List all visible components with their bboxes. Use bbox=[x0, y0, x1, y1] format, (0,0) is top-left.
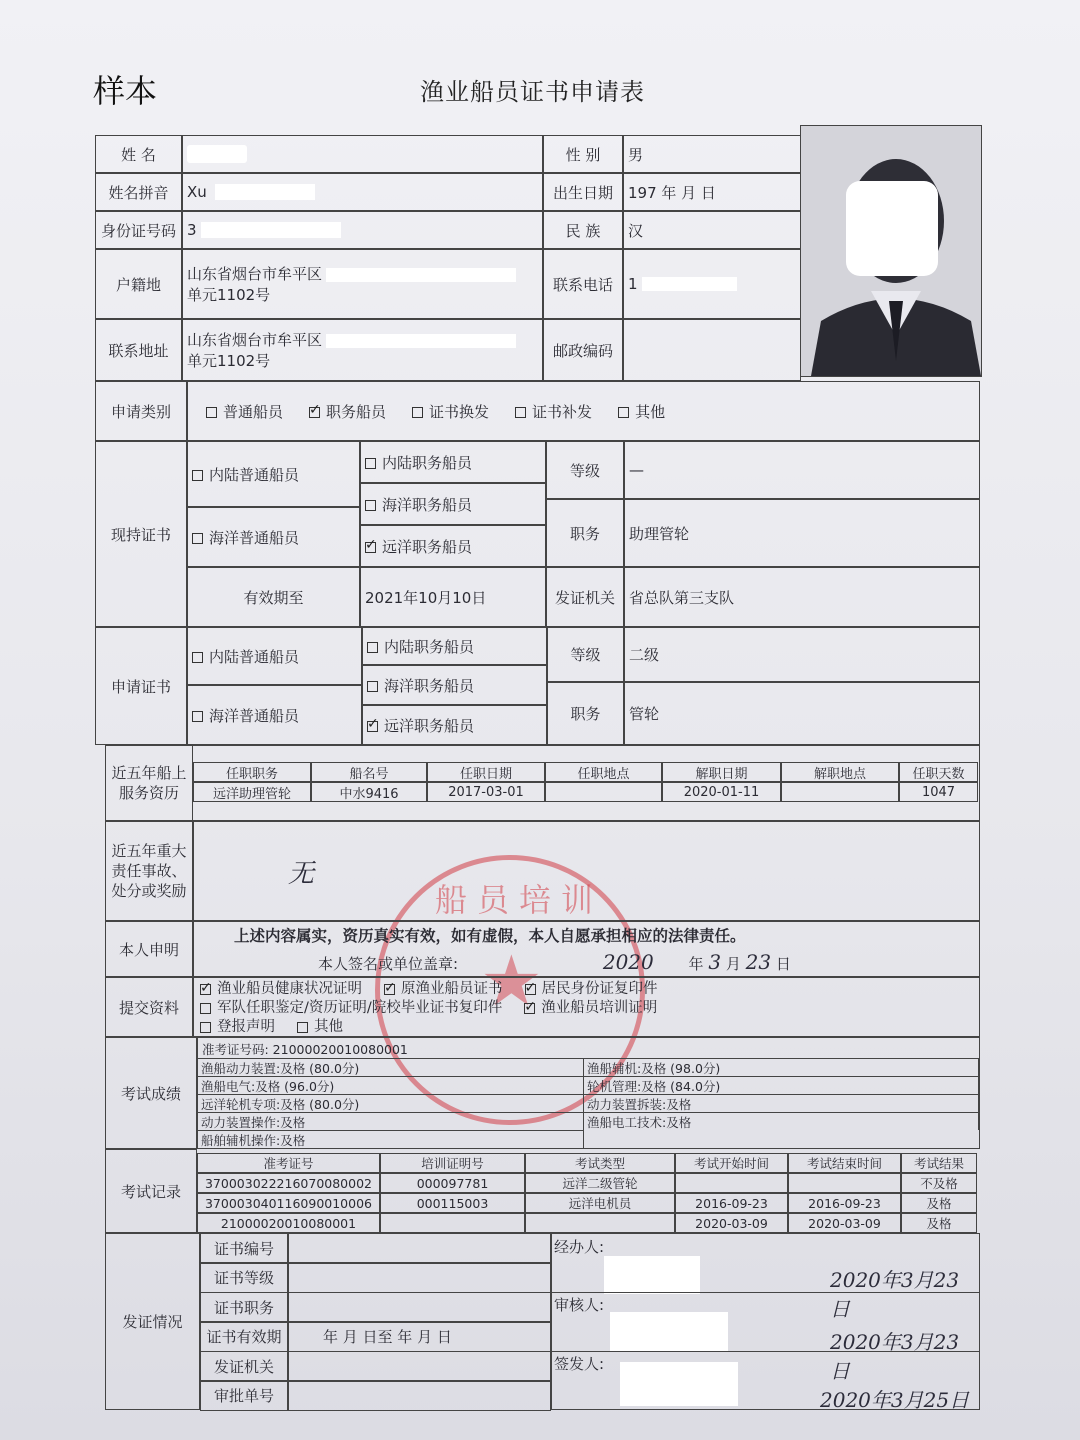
material-option-label: 渔业船员培训证明 bbox=[541, 1000, 658, 1016]
service-frame bbox=[193, 745, 980, 821]
table-cell[interactable] bbox=[788, 1173, 901, 1193]
pinyin-label: 姓名拼音 bbox=[95, 173, 182, 211]
apply-cert-option[interactable] bbox=[367, 675, 474, 696]
table-header: 培训证明号 bbox=[380, 1153, 525, 1173]
household-redaction bbox=[326, 268, 516, 282]
current-cert-option[interactable] bbox=[192, 527, 299, 548]
apply-cert-inland-general[interactable] bbox=[187, 627, 362, 685]
table-cell[interactable]: 2016-09-23 bbox=[675, 1193, 788, 1213]
pinyin-redaction bbox=[215, 184, 315, 200]
address-value[interactable] bbox=[182, 319, 543, 381]
service-label: 近五年船上服务资历 bbox=[105, 745, 193, 821]
apply-cert-option-label: 海洋普通船员 bbox=[209, 706, 300, 725]
current-cert-option[interactable] bbox=[365, 494, 472, 515]
exam-score-item: 渔船动力装置:及格 (80.0分) bbox=[198, 1058, 584, 1076]
apply-type-option[interactable] bbox=[206, 401, 283, 422]
apply-cert-inland-officer[interactable] bbox=[362, 627, 547, 665]
checkbox-icon[interactable] bbox=[365, 500, 376, 511]
issue-row-label: 证书有效期 bbox=[200, 1322, 288, 1352]
current-cert-option-label: 海洋普通船员 bbox=[209, 528, 300, 547]
exam-score-item: 动力装置拆装:及格 bbox=[584, 1094, 979, 1112]
table-header: 准考证号 bbox=[197, 1153, 380, 1173]
apply-type-option-label: 普通船员 bbox=[223, 402, 284, 421]
issue-status-label: 发证情况 bbox=[105, 1233, 200, 1410]
apply-grade-label: 等级 bbox=[547, 627, 624, 682]
checkbox-icon[interactable] bbox=[297, 1022, 308, 1033]
declaration-day: 23 bbox=[745, 950, 772, 974]
apply-cert-option[interactable] bbox=[192, 705, 299, 726]
table-cell[interactable]: 370003022216070080002 bbox=[197, 1173, 380, 1193]
exam-results-label: 考试成绩 bbox=[105, 1037, 197, 1149]
address-line2: 单元1102号 bbox=[187, 352, 271, 370]
table-cell[interactable]: 370003040116090010006 bbox=[197, 1193, 380, 1213]
household-label: 户籍地 bbox=[95, 249, 182, 319]
checked-box-icon[interactable] bbox=[367, 721, 378, 732]
apply-type-option[interactable] bbox=[412, 401, 489, 422]
table-cell[interactable]: 2020-03-09 bbox=[788, 1213, 901, 1233]
issue-signatures bbox=[551, 1233, 980, 1410]
apply-type-option[interactable] bbox=[618, 401, 665, 422]
table-header: 任职地点 bbox=[545, 762, 662, 782]
apply-cert-label: 申请证书 bbox=[95, 627, 187, 745]
current-duty-value[interactable]: 助理管轮 bbox=[624, 499, 980, 567]
issue-row-value[interactable] bbox=[288, 1263, 551, 1293]
issue-row-label: 发证机关 bbox=[200, 1351, 288, 1381]
checkbox-icon[interactable] bbox=[367, 681, 378, 692]
table-cell[interactable]: 及格 bbox=[901, 1193, 977, 1213]
apply-type-option[interactable] bbox=[309, 401, 386, 422]
issue-rows bbox=[200, 1233, 551, 1410]
exam-score-item: 渔船电气:及格 (96.0分) bbox=[198, 1076, 584, 1094]
apply-cert-option[interactable] bbox=[192, 646, 299, 667]
table-cell[interactable]: 2020-01-11 bbox=[662, 782, 781, 802]
current-cert-option[interactable] bbox=[365, 452, 472, 473]
table-cell[interactable]: 1047 bbox=[899, 782, 978, 802]
current-grade-label: 等级 bbox=[546, 441, 624, 499]
table-cell[interactable]: 中水9416 bbox=[311, 782, 427, 802]
table-header: 任职职务 bbox=[193, 762, 311, 782]
table-header: 解职日期 bbox=[662, 762, 781, 782]
household-line2: 单元1102号 bbox=[187, 286, 271, 304]
table-header: 船名号 bbox=[311, 762, 427, 782]
address-text: 山东省烟台市牟平区 bbox=[187, 331, 323, 349]
table-header: 考试类型 bbox=[525, 1153, 675, 1173]
exam-right-column bbox=[584, 1058, 979, 1130]
issuer-label: 发证机关 bbox=[546, 567, 624, 627]
material-option-label: 军队任职鉴定/资历证明/院校毕业证书复印件 bbox=[217, 1000, 503, 1016]
stamp-text: 船员培训 bbox=[435, 881, 604, 919]
current-cert-option-label: 内陆职务船员 bbox=[382, 453, 473, 472]
apply-type-option-label: 其他 bbox=[635, 402, 666, 421]
apply-cert-option-label: 远洋职务船员 bbox=[384, 716, 475, 735]
checked-box-icon[interactable] bbox=[200, 984, 211, 995]
material-option[interactable] bbox=[200, 980, 362, 999]
checked-box-icon[interactable] bbox=[384, 984, 395, 995]
exam-results-box bbox=[197, 1037, 980, 1149]
name-redaction bbox=[187, 145, 247, 163]
exam-record-table bbox=[197, 1153, 980, 1233]
postcode-label: 邮政编码 bbox=[543, 319, 623, 381]
checked-box-icon[interactable] bbox=[365, 542, 376, 553]
sample-watermark: 样本 bbox=[93, 72, 158, 110]
exam-ticket: 准考证号码: 21000020010080001 bbox=[202, 1042, 408, 1057]
declaration-box bbox=[193, 921, 980, 977]
material-option-label: 其他 bbox=[314, 1019, 343, 1035]
apply-grade-value[interactable]: 二级 bbox=[624, 627, 980, 682]
issue-row-label: 证书职务 bbox=[200, 1292, 288, 1322]
issue-row-label: 证书等级 bbox=[200, 1263, 288, 1293]
checkbox-icon[interactable] bbox=[200, 1003, 211, 1014]
handler-redaction bbox=[604, 1256, 700, 1294]
current-cert-option[interactable] bbox=[192, 464, 299, 485]
birth-value[interactable]: 197 年 月 日 bbox=[623, 173, 801, 211]
signer-label: 签发人: bbox=[554, 1355, 605, 1373]
declaration-statement: 上述内容属实，资历真实有效，如有虚假，本人自愿承担相应的法律责任。 bbox=[234, 927, 746, 945]
current-cert-option-label: 内陆普通船员 bbox=[209, 465, 300, 484]
exam-score-item: 渔船电工技术:及格 bbox=[584, 1112, 979, 1130]
id-prefix: 3 bbox=[187, 221, 197, 239]
household-value[interactable] bbox=[182, 249, 543, 319]
current-cert-sea-general[interactable] bbox=[187, 507, 360, 567]
exam-score-item: 轮机管理:及格 (84.0分) bbox=[584, 1076, 979, 1094]
validity-text: 年 月 日至 年 月 日 bbox=[323, 1328, 452, 1346]
apply-cert-option[interactable] bbox=[367, 715, 474, 736]
apply-type-option[interactable] bbox=[515, 401, 592, 422]
material-option[interactable] bbox=[384, 980, 503, 999]
material-option[interactable] bbox=[297, 1018, 343, 1037]
signature-label: 本人签名或单位盖章: bbox=[318, 955, 459, 973]
apply-cert-ocean-officer[interactable] bbox=[362, 705, 547, 745]
declaration-year: 2020 bbox=[602, 950, 654, 974]
checked-box-icon[interactable] bbox=[309, 407, 320, 418]
issue-row-value[interactable] bbox=[288, 1292, 551, 1322]
checkbox-icon[interactable] bbox=[412, 407, 423, 418]
current-cert-inland-general[interactable] bbox=[187, 441, 360, 507]
checkbox-icon[interactable] bbox=[192, 652, 203, 663]
current-cert-inland-officer[interactable] bbox=[360, 441, 546, 483]
id-label: 身份证号码 bbox=[95, 211, 182, 249]
table-cell[interactable]: 000115003 bbox=[380, 1193, 525, 1213]
postcode-value[interactable] bbox=[623, 319, 801, 381]
material-option[interactable] bbox=[525, 980, 658, 999]
current-cert-sea-officer[interactable] bbox=[360, 483, 546, 525]
checkbox-icon[interactable] bbox=[200, 1022, 211, 1033]
checked-box-icon[interactable] bbox=[524, 1003, 535, 1014]
ethnic-value[interactable]: 汉 bbox=[623, 211, 801, 249]
table-header: 任职天数 bbox=[899, 762, 978, 782]
declaration-ri: 日 bbox=[775, 955, 791, 973]
apply-cert-option-label: 内陆普通船员 bbox=[209, 647, 300, 666]
table-cell[interactable]: 000097781 bbox=[380, 1173, 525, 1193]
name-value[interactable] bbox=[182, 135, 543, 173]
person-silhouette-icon bbox=[801, 126, 981, 376]
accident-note: 无 bbox=[288, 858, 315, 889]
document-title: 渔业船员证书申请表 bbox=[420, 78, 645, 106]
current-duty-label: 职务 bbox=[546, 499, 624, 567]
apply-type-option-label: 职务船员 bbox=[326, 402, 387, 421]
table-cell[interactable] bbox=[675, 1173, 788, 1193]
apply-cert-option-label: 海洋职务船员 bbox=[384, 676, 475, 695]
table-header: 考试开始时间 bbox=[675, 1153, 788, 1173]
material-option-label: 原渔业船员证书 bbox=[401, 981, 503, 997]
exam-score-item: 船舶辅机操作:及格 bbox=[198, 1130, 584, 1148]
exam-left-column bbox=[198, 1058, 584, 1148]
checkbox-icon[interactable] bbox=[367, 642, 378, 653]
declaration-yue: 月 bbox=[725, 955, 741, 973]
signer-redaction bbox=[620, 1362, 738, 1406]
materials-label: 提交资料 bbox=[105, 977, 193, 1037]
apply-type-option-label: 证书补发 bbox=[532, 402, 593, 421]
issue-row-label: 证书编号 bbox=[200, 1233, 288, 1263]
current-cert-option-label: 远洋职务船员 bbox=[382, 537, 473, 556]
ethnic-label: 民 族 bbox=[543, 211, 623, 249]
apply-duty-value[interactable]: 管轮 bbox=[624, 682, 980, 745]
exam-score-item: 动力装置操作:及格 bbox=[198, 1112, 584, 1130]
pinyin-text: Xu bbox=[187, 183, 207, 201]
current-cert-label: 现持证书 bbox=[95, 441, 187, 627]
accident-value[interactable] bbox=[193, 821, 980, 921]
id-redaction bbox=[201, 222, 341, 238]
issue-row-value[interactable] bbox=[288, 1322, 551, 1352]
table-cell[interactable]: 2020-03-09 bbox=[675, 1213, 788, 1233]
declaration-label: 本人申明 bbox=[105, 921, 193, 977]
exam-record-label: 考试记录 bbox=[105, 1149, 197, 1233]
current-cert-option[interactable] bbox=[365, 536, 472, 557]
phone-label: 联系电话 bbox=[543, 249, 623, 319]
table-cell[interactable]: 远洋电机员 bbox=[525, 1193, 675, 1213]
household-text: 山东省烟台市牟平区 bbox=[187, 265, 323, 283]
issue-row-label: 审批单号 bbox=[200, 1381, 288, 1411]
checkbox-icon[interactable] bbox=[365, 458, 376, 469]
table-cell[interactable]: 远洋二级管轮 bbox=[525, 1173, 675, 1193]
checkbox-icon[interactable] bbox=[515, 407, 526, 418]
birth-label: 出生日期 bbox=[543, 173, 623, 211]
table-cell[interactable]: 2017-03-01 bbox=[427, 782, 545, 802]
material-option[interactable] bbox=[200, 999, 502, 1018]
signer-date: 2020年3月25日 bbox=[820, 1388, 970, 1412]
handler-date: 2020年3月23日 bbox=[830, 1268, 960, 1321]
table-header: 考试结果 bbox=[901, 1153, 977, 1173]
apply-cert-option-label: 内陆职务船员 bbox=[384, 637, 475, 656]
reviewer-label: 审核人: bbox=[554, 1296, 605, 1314]
applicant-photo bbox=[800, 125, 982, 377]
table-cell[interactable]: 远洋助理管轮 bbox=[193, 782, 311, 802]
gender-value[interactable]: 男 bbox=[623, 135, 801, 173]
table-cell[interactable]: 及格 bbox=[901, 1213, 977, 1233]
material-option-label: 居民身份证复印件 bbox=[541, 981, 658, 997]
issue-row-value[interactable] bbox=[288, 1381, 551, 1411]
table-cell[interactable]: 2016-09-23 bbox=[788, 1193, 901, 1213]
address-label: 联系地址 bbox=[95, 319, 182, 381]
name-label: 姓 名 bbox=[95, 135, 182, 173]
apply-type-option-label: 证书换发 bbox=[429, 402, 490, 421]
table-header: 任职日期 bbox=[427, 762, 545, 782]
accident-label: 近五年重大责任事故、处分或奖励 bbox=[105, 821, 193, 921]
current-cert-ocean-officer[interactable] bbox=[360, 525, 546, 567]
pinyin-value[interactable] bbox=[182, 173, 543, 211]
table-cell[interactable]: 不及格 bbox=[901, 1173, 977, 1193]
declaration-nian: 年 bbox=[688, 955, 704, 973]
exam-score-item: 渔船辅机:及格 (98.0分) bbox=[584, 1058, 979, 1076]
checkbox-icon[interactable] bbox=[206, 407, 217, 418]
apply-cert-sea-general[interactable] bbox=[187, 685, 362, 745]
apply-type-options bbox=[187, 381, 980, 441]
checkbox-icon[interactable] bbox=[618, 407, 629, 418]
apply-cert-sea-officer[interactable] bbox=[362, 665, 547, 705]
valid-until-label: 有效期至 bbox=[187, 567, 360, 627]
table-cell[interactable] bbox=[525, 1213, 675, 1233]
phone-prefix: 1 bbox=[628, 275, 638, 293]
id-value[interactable] bbox=[182, 211, 543, 249]
checkbox-icon[interactable] bbox=[192, 533, 203, 544]
star-icon: ★ bbox=[480, 940, 543, 1022]
issue-row-value[interactable] bbox=[288, 1351, 551, 1381]
table-header: 考试结束时间 bbox=[788, 1153, 901, 1173]
declaration-month: 3 bbox=[708, 950, 722, 974]
table-cell[interactable]: 21000020010080001 bbox=[197, 1213, 380, 1233]
materials-options bbox=[193, 977, 980, 1037]
current-cert-option-label: 海洋职务船员 bbox=[382, 495, 473, 514]
apply-duty-label: 职务 bbox=[547, 682, 624, 745]
material-option-label: 渔业船员健康状况证明 bbox=[217, 981, 362, 997]
current-grade-value[interactable]: — bbox=[624, 441, 980, 499]
checked-box-icon[interactable] bbox=[525, 984, 536, 995]
issue-row-value[interactable] bbox=[288, 1233, 551, 1263]
handler-label: 经办人: bbox=[554, 1238, 605, 1256]
exam-score-item: 远洋轮机专项:及格 (80.0分) bbox=[198, 1094, 584, 1112]
checkbox-icon[interactable] bbox=[192, 470, 203, 481]
reviewer-redaction bbox=[610, 1312, 728, 1352]
reviewer-date: 2020年3月23日 bbox=[830, 1330, 960, 1383]
material-option[interactable] bbox=[200, 1018, 275, 1037]
phone-redaction bbox=[642, 277, 737, 291]
address-redaction bbox=[326, 334, 516, 348]
material-option[interactable] bbox=[524, 999, 657, 1018]
apply-cert-option[interactable] bbox=[367, 636, 474, 657]
table-header: 解职地点 bbox=[781, 762, 899, 782]
apply-type-label: 申请类别 bbox=[95, 381, 187, 441]
gender-label: 性 别 bbox=[543, 135, 623, 173]
checkbox-icon[interactable] bbox=[192, 711, 203, 722]
material-option-label: 登报声明 bbox=[217, 1019, 275, 1035]
issuer-value[interactable]: 省总队第三支队 bbox=[624, 567, 980, 627]
table-cell[interactable] bbox=[380, 1213, 525, 1233]
valid-until-value[interactable]: 2021年10月10日 bbox=[360, 567, 546, 627]
phone-value[interactable] bbox=[623, 249, 801, 319]
